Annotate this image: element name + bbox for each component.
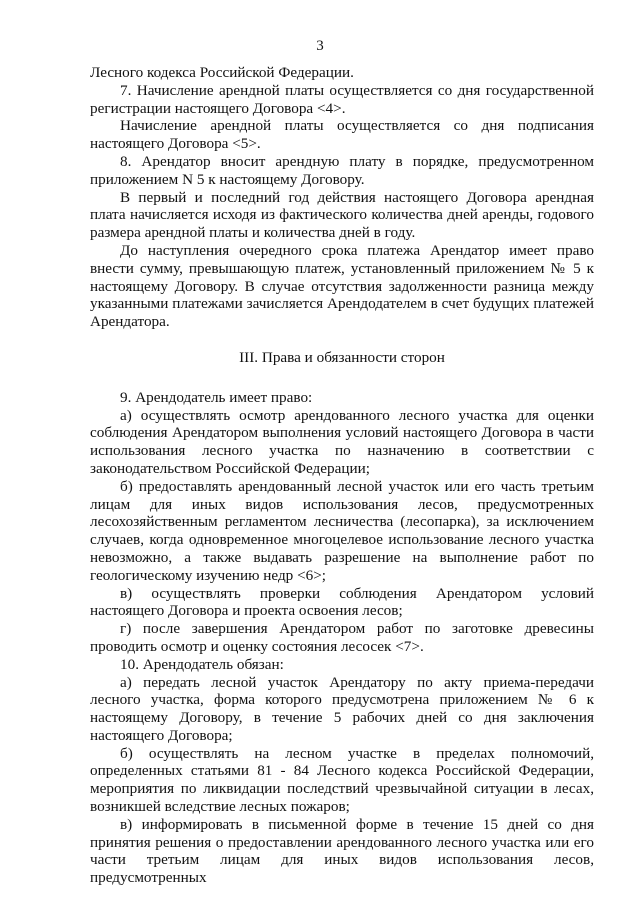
paragraph: До наступления очередного срока платежа Арендатор имеет право внести сумму, превышающую платеж, установленный приложением № 5 к настоящему Договору. В случае отсутствия задолженности разница между указанными платежами зачисляется Арендодателем в счет будущих платежей Арендатора. [90,241,594,331]
paragraph: а) передать лесной участок Арендатору по акту приема-передачи лесного участка, форма которого предусмотрена приложением № 6 к настоящему Договору, в течение 5 рабочих дней со дня заключения настоящего Договора; [90,673,594,744]
page-number: 3 [316,38,324,54]
paragraph: 10. Арендодатель обязан: [120,655,284,673]
paragraph: Начисление арендной платы осуществляется со дня подписания настоящего Договора <5>. [90,117,594,153]
paragraph: б) предоставлять арендованный лесной участок или его часть третьим лицам для иных видов использования лесов, предусмотренных лесохозяйственным регламентом лесничества (лесопарка), за исключением случаев, когда одновременное многоцелевое использование лесного участка невозможно, а также выдавать разрешение на выполнение работ по геологическому изучению недр <6>; [90,477,594,584]
paragraph: а) осуществлять осмотр арендованного лесного участка для оценки соблюдения Арендатором выполнения условий настоящего Договора в части использования лесного участка по назначению в соответствии с законодательством Российской Федерации; [90,406,594,477]
document-body [90,64,594,887]
paragraph: 7. Начисление арендной платы осуществляется со дня государственной регистрации настоящего Договора <4>. [90,81,594,117]
paragraph: 8. Арендатор вносит арендную плату в порядке, предусмотренном приложением N 5 к настоящему Договору. [90,152,594,188]
paragraph: в) осуществлять проверки соблюдения Арендатором условий настоящего Договора и проекта освоения лесов; [90,584,594,620]
paragraph: В первый и последний год действия настоящего Договора арендная плата начисляется исходя из фактического количества дней аренды, годового размера арендной платы и количества дней в году. [90,188,594,242]
paragraph: б) осуществлять на лесном участке в пределах полномочий, определенных статьями 81 - 84 Лесного кодекса Российской Федерации, мероприятия по ликвидации последствий чрезвычайной ситуации в лесах, возникшей вследствие лесных пожаров; [90,744,594,816]
paragraph: г) после завершения Арендатором работ по заготовке древесины проводить осмотр и оценку состояния лесосек <7>. [90,620,594,655]
section-title: III. Права и обязанности сторон [239,348,445,366]
paragraph: 9. Арендодатель имеет право: [120,388,313,406]
paragraph: в) информировать в письменной форме в течение 15 дней со дня принятия решения о предоставлении арендованного лесного участка или его части третьим лицам для иных видов использования лесов, предусмотренных [90,815,594,887]
paragraph: Лесного кодекса Российской Федерации. [90,64,354,81]
